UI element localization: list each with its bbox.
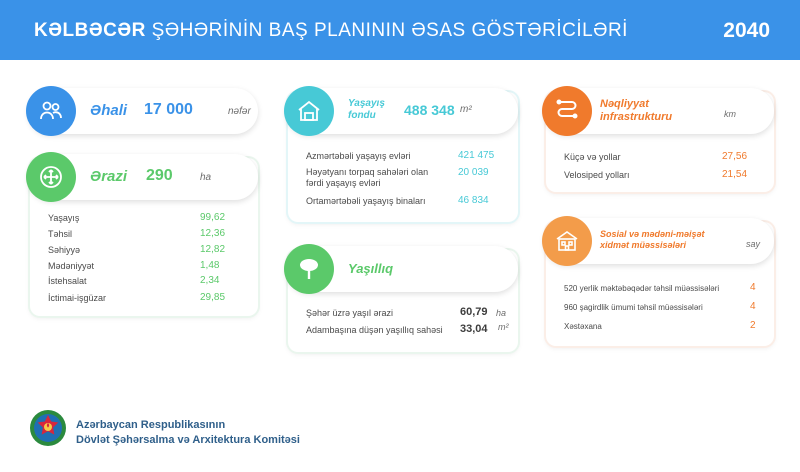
- footer-line2: Dövlət Şəhərsalma və Arxitektura Komitəsi: [76, 434, 300, 446]
- housing-value: 488 348: [404, 102, 455, 118]
- page-title: [34, 20, 628, 42]
- social-label-line2: xidmət müəssisələri: [600, 240, 687, 250]
- transport-row-name: Velosiped yolları: [564, 170, 630, 180]
- area-header: [28, 154, 258, 200]
- population-icon-circle: [26, 86, 76, 136]
- state-emblem-icon: [28, 408, 68, 448]
- green-row-value: 33,04: [460, 323, 488, 335]
- area-row-name: İstehsalat: [48, 276, 87, 286]
- area-row-value: 29,85: [200, 292, 226, 303]
- green-row-name: Şəhər üzrə yaşıl ərazi: [306, 308, 394, 318]
- area-row-name: Yaşayış: [48, 213, 80, 223]
- green-row-value: 60,79: [460, 306, 488, 318]
- population-card: [28, 88, 258, 134]
- housing-row-value: 20 039: [458, 167, 489, 178]
- area-value: 290: [146, 167, 173, 184]
- footer-line1: Azərbaycan Respublikasının: [76, 419, 226, 431]
- housing-row-name-cont: fərdi yaşayış evləri: [306, 178, 381, 188]
- housing-label-line2: fondu: [348, 110, 376, 121]
- housing-row-name: Azmərtəbəli yaşayış evləri: [306, 151, 411, 161]
- transport-row-value: 21,54: [722, 169, 748, 180]
- area-icon-circle: [26, 152, 76, 202]
- tree-icon: [296, 256, 322, 282]
- target-year: 2040: [723, 19, 770, 42]
- area-row-name: Mədəniyyət: [48, 261, 95, 271]
- social-row-value: 4: [750, 282, 756, 293]
- area-row-value: 12,36: [200, 228, 226, 239]
- title-city: KƏLBƏCƏR: [34, 20, 146, 41]
- housing-icon-circle: [284, 86, 334, 136]
- housing-unit: m²: [460, 104, 472, 115]
- area-row-name: Təhsil: [48, 229, 73, 239]
- social-label-line1: Sosial və mədəni-məişət: [600, 229, 705, 239]
- people-icon: [38, 98, 64, 124]
- transport-row-name: Küçə və yollar: [564, 152, 621, 162]
- area-row-value: 2,34: [200, 275, 220, 286]
- social-row-value: 4: [750, 301, 756, 312]
- transport-label-line2: infrastrukturu: [600, 111, 673, 123]
- social-row-name: Xəstəxana: [564, 322, 602, 331]
- winding-road-icon: [554, 98, 580, 124]
- green-header: [286, 246, 518, 292]
- header-bar: [0, 0, 800, 60]
- green-row-name: Adambaşına düşən yaşıllıq sahəsi: [306, 325, 443, 335]
- green-row-unit: ha: [496, 308, 507, 318]
- area-row-value: 12,82: [200, 244, 226, 255]
- population-value: 17 000: [144, 101, 193, 118]
- social-row-name: 520 yerlik məktəbəqədər təhsil müəssisələri: [564, 284, 720, 293]
- social-row-name: 960 şagirdlik ümumi təhsil müəssisələri: [564, 303, 703, 312]
- housing-row-value: 46 834: [458, 195, 489, 206]
- area-unit: ha: [200, 172, 212, 183]
- house-icon: [296, 98, 322, 124]
- green-row-unit: m²: [498, 322, 509, 332]
- area-label: Ərazi: [90, 168, 128, 185]
- area-row-value: 1,48: [200, 260, 220, 271]
- social-unit: say: [746, 239, 761, 249]
- population-unit: nəfər: [228, 106, 251, 117]
- move-arrows-icon: [38, 164, 64, 190]
- area-row-name: Səhiyyə: [48, 245, 81, 255]
- title-rest: ŞƏHƏRİNİN BAŞ PLANININ ƏSAS GÖSTƏRİCİLƏRİ: [145, 20, 628, 41]
- green-label: Yaşıllıq: [348, 261, 394, 276]
- social-header: [544, 218, 774, 264]
- housing-label-line1: Yaşayış: [348, 98, 385, 109]
- area-row-name: İctimai-işgüzar: [48, 293, 107, 303]
- transport-label-line1: Nəqliyyat: [600, 98, 649, 110]
- area-row-value: 99,62: [200, 212, 226, 223]
- housing-header: [286, 88, 518, 134]
- transport-header: [544, 88, 774, 134]
- population-label: Əhali: [90, 102, 128, 119]
- transport-row-value: 27,56: [722, 151, 748, 162]
- transport-icon-circle: [542, 86, 592, 136]
- social-row-value: 2: [750, 320, 756, 331]
- building-icon: [554, 228, 580, 254]
- social-icon-circle: [542, 216, 592, 266]
- transport-unit: km: [724, 109, 736, 119]
- housing-row-value: 421 475: [458, 150, 495, 161]
- housing-row-name: Həyətyanı torpaq sahələri olan: [306, 167, 429, 177]
- green-icon-circle: [284, 244, 334, 294]
- housing-row-name: Ortamərtəbəli yaşayış binaları: [306, 196, 426, 206]
